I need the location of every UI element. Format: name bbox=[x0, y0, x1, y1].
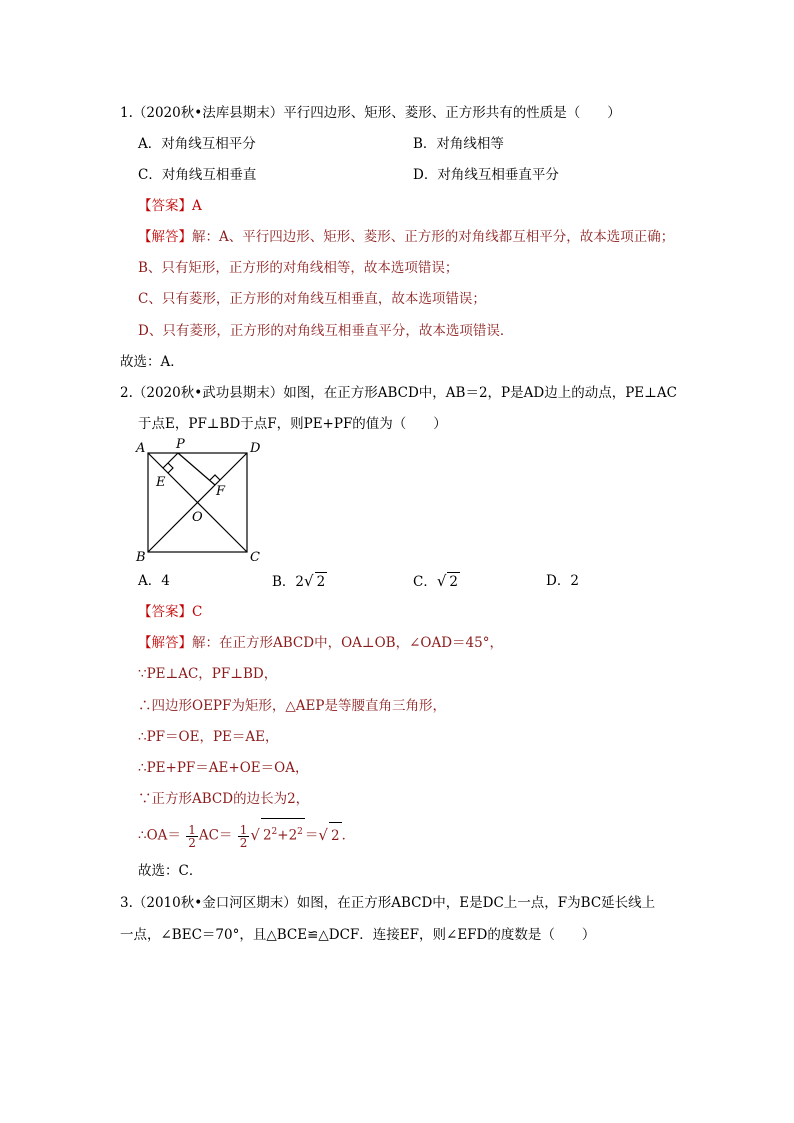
q1-explain-3: C、只有菱形，正方形的对角线互相垂直，故本选项错误； bbox=[138, 291, 486, 307]
label-a: A bbox=[136, 441, 146, 456]
q2-period: ． bbox=[341, 827, 356, 844]
q2-oa-prefix: ∴OA＝ bbox=[138, 827, 181, 844]
radicand-final: 2 bbox=[329, 822, 342, 849]
radical-icon: √ bbox=[250, 825, 260, 844]
label-f: F bbox=[216, 484, 226, 499]
right-angle-e bbox=[168, 463, 173, 473]
radicand-a: 2 bbox=[262, 827, 272, 844]
q2-explain-6: ∵正方形ABCD的边长为2， bbox=[138, 791, 310, 807]
label-b: B bbox=[136, 550, 146, 565]
q1-choose: 故选：A． bbox=[120, 354, 184, 370]
q1-option-b: B．对角线相等 bbox=[413, 136, 504, 152]
q2-answer-tag: 【答案】 bbox=[138, 604, 192, 620]
exponent-1: 2 bbox=[271, 827, 278, 837]
segment-pf bbox=[178, 453, 215, 485]
radical-icon: √ bbox=[318, 825, 328, 844]
q1-explain-text: 解：A、平行四边形、矩形、菱形、正方形的对角线都互相平分，故本选项正确； bbox=[192, 229, 675, 245]
q2-explain-7 bbox=[138, 818, 355, 849]
q2-option-a: A．4 bbox=[138, 573, 170, 589]
square-figure bbox=[130, 435, 270, 567]
q2-explain-tag: 【解答】 bbox=[138, 635, 192, 651]
q2-option-b-radicand: 2 bbox=[316, 574, 326, 590]
fraction-numerator: 1 bbox=[188, 822, 196, 837]
q2-option-c bbox=[413, 572, 460, 591]
q1-stem: 1.（2020秋•法库县期末）平行四边形、矩形、菱形、正方形共有的性质是（ ） bbox=[120, 105, 621, 121]
q2-explain-4: ∴PF＝OE，PE＝AE， bbox=[138, 729, 279, 745]
q1-answer bbox=[138, 197, 202, 215]
q2-answer bbox=[138, 603, 202, 621]
q1-option-d: D．对角线互相垂直平分 bbox=[413, 167, 559, 183]
q2-option-b bbox=[272, 572, 327, 591]
q2-stem-2: 于点E，PF⊥BD于点F，则PE+PF的值为（ ） bbox=[138, 416, 447, 432]
q2-choose: 故选：C． bbox=[138, 863, 203, 879]
q2-option-c-prefix: C． bbox=[413, 574, 437, 590]
q2-explain-5: ∴PE+PF＝AE+OE＝OA， bbox=[138, 760, 309, 776]
q1-answer-value: A bbox=[192, 198, 202, 214]
q2-answer-value: C bbox=[192, 604, 203, 620]
fraction-denominator: 2 bbox=[188, 835, 196, 850]
q2-explain-text: 解：在正方形ABCD中，OA⊥OB，∠OAD＝45°， bbox=[192, 635, 503, 651]
q2-ac-mid: AC＝ bbox=[198, 827, 233, 844]
q3-stem-1: 3.（2010秋•金口河区期末）如图，在正方形ABCD中，E是DC上一点，F为BC延长线上 bbox=[120, 895, 656, 911]
label-o: O bbox=[192, 510, 203, 525]
q1-explain-tag: 【解答】 bbox=[138, 229, 192, 245]
q2-option-b-prefix: B．2 bbox=[272, 574, 305, 590]
q2-stem-1: 2.（2020秋•武功县期末）如图，在正方形ABCD中，AB＝2，P是AD边上的动点，PE⊥AC bbox=[120, 385, 677, 401]
fraction-denominator: 2 bbox=[239, 835, 248, 850]
fraction-half bbox=[186, 824, 198, 849]
q2-explain-2: ∵PE⊥AC，PF⊥BD， bbox=[138, 666, 278, 682]
q2-option-d: D．2 bbox=[546, 573, 579, 589]
radicand-plus: +2 bbox=[277, 827, 298, 844]
q1-option-c: C．对角线互相垂直 bbox=[138, 167, 257, 183]
q2-explain-1 bbox=[138, 634, 503, 652]
q1-explain-2: B、只有矩形，正方形的对角线相等，故本选项错误； bbox=[138, 260, 459, 276]
label-c: C bbox=[250, 550, 260, 565]
radical-icon: √ bbox=[304, 572, 314, 590]
q1-explain-4: D、只有菱形，正方形的对角线互相垂直平分，故本选项错误． bbox=[138, 323, 514, 339]
radicand-sum bbox=[261, 818, 305, 849]
right-angle-f bbox=[210, 475, 220, 480]
q2-explain-3: ∴四边形OEPF为矩形，△AEP是等腰直角三角形， bbox=[138, 698, 446, 714]
fraction-numerator: 1 bbox=[239, 822, 248, 837]
q1-option-a: A．对角线互相平分 bbox=[138, 136, 256, 152]
q2-equals: ＝ bbox=[304, 827, 319, 844]
q3-stem-2: 一点，∠BEC＝70°，且△BCE≌△DCF．连接EF，则∠EFD的度数是（ ） bbox=[120, 927, 596, 943]
q2-option-c-radicand: 2 bbox=[449, 574, 458, 590]
q1-explain-1 bbox=[138, 228, 674, 246]
radical-icon: √ bbox=[436, 572, 447, 590]
label-e: E bbox=[156, 475, 166, 490]
fraction-half-2 bbox=[238, 824, 250, 849]
label-d: D bbox=[250, 441, 261, 456]
label-p: P bbox=[176, 437, 185, 452]
exponent-2: 2 bbox=[297, 827, 303, 837]
q1-answer-tag: 【答案】 bbox=[138, 198, 192, 214]
